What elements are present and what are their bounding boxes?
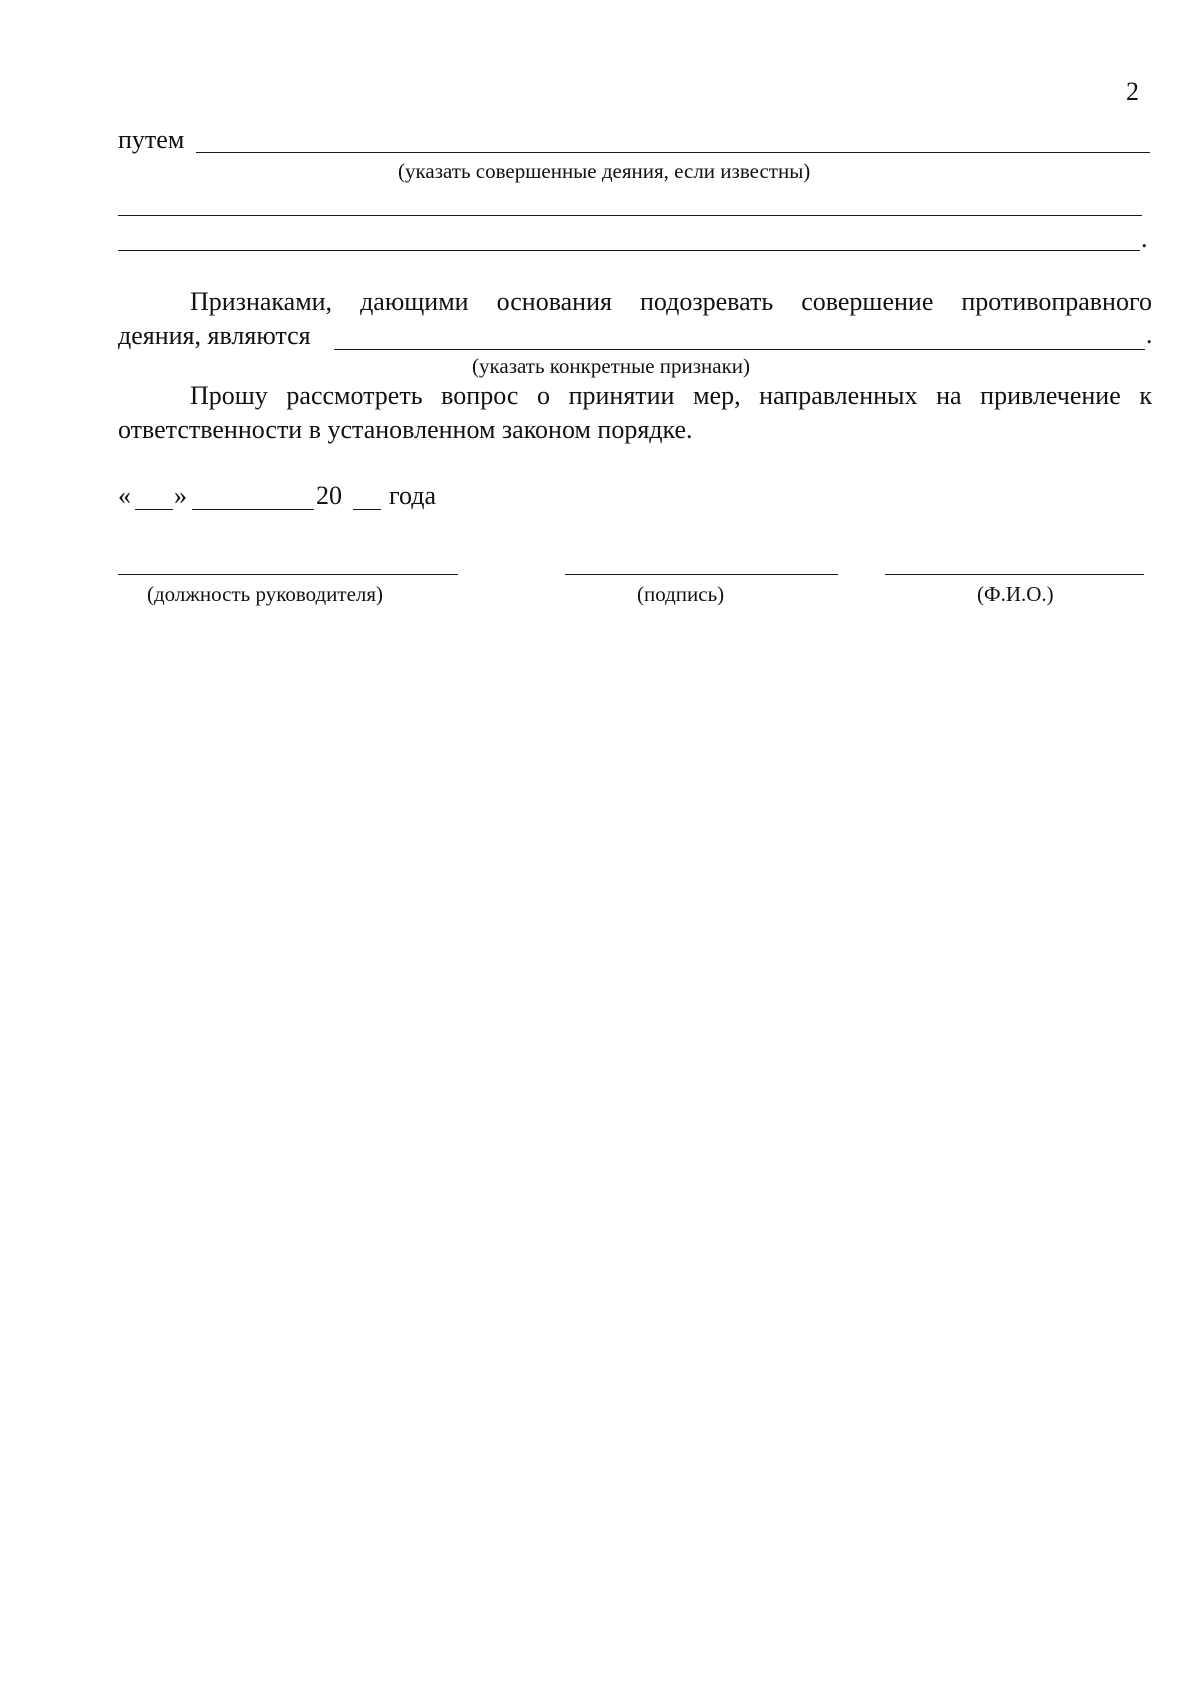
date-month-fill[interactable] (192, 509, 314, 510)
acts-end-dot: . (1141, 224, 1148, 253)
name-fill-line[interactable] (885, 574, 1144, 575)
date-year-fill[interactable] (353, 509, 381, 510)
lead-word-putem: путем (118, 125, 185, 154)
date-year-prefix: 20 (316, 481, 342, 510)
signature-caption: (подпись) (637, 582, 725, 606)
signs-fill-line[interactable] (334, 349, 1145, 350)
acts-fill-line-1[interactable] (196, 152, 1150, 153)
signs-end-dot: . (1146, 320, 1153, 349)
name-caption: (Ф.И.О.) (977, 582, 1054, 606)
position-fill-line[interactable] (118, 574, 458, 575)
date-close-quote: » (174, 481, 187, 510)
acts-fill-line-2[interactable] (118, 215, 1142, 216)
acts-caption: (указать совершенные деяния, если известны) (398, 159, 811, 183)
acts-fill-line-3[interactable] (118, 250, 1140, 251)
date-open-quote: « (118, 481, 131, 510)
request-paragraph-line-2: ответственности в установленном законом порядке. (118, 415, 693, 444)
date-year-word: года (389, 481, 437, 510)
signs-paragraph-line-2: деяния, являются (118, 321, 311, 350)
signature-fill-line[interactable] (565, 574, 838, 575)
date-day-fill[interactable] (135, 509, 173, 510)
position-caption: (должность руководителя) (147, 582, 384, 606)
page-number: 2 (1126, 77, 1139, 106)
signs-paragraph-line-1: Признаками, дающими основания подозревать совершение противоправного (190, 287, 1152, 316)
request-paragraph-line-1: Прошу рассмотреть вопрос о принятии мер, направленных на привлечение к (190, 381, 1152, 410)
signs-caption: (указать конкретные признаки) (472, 354, 751, 378)
